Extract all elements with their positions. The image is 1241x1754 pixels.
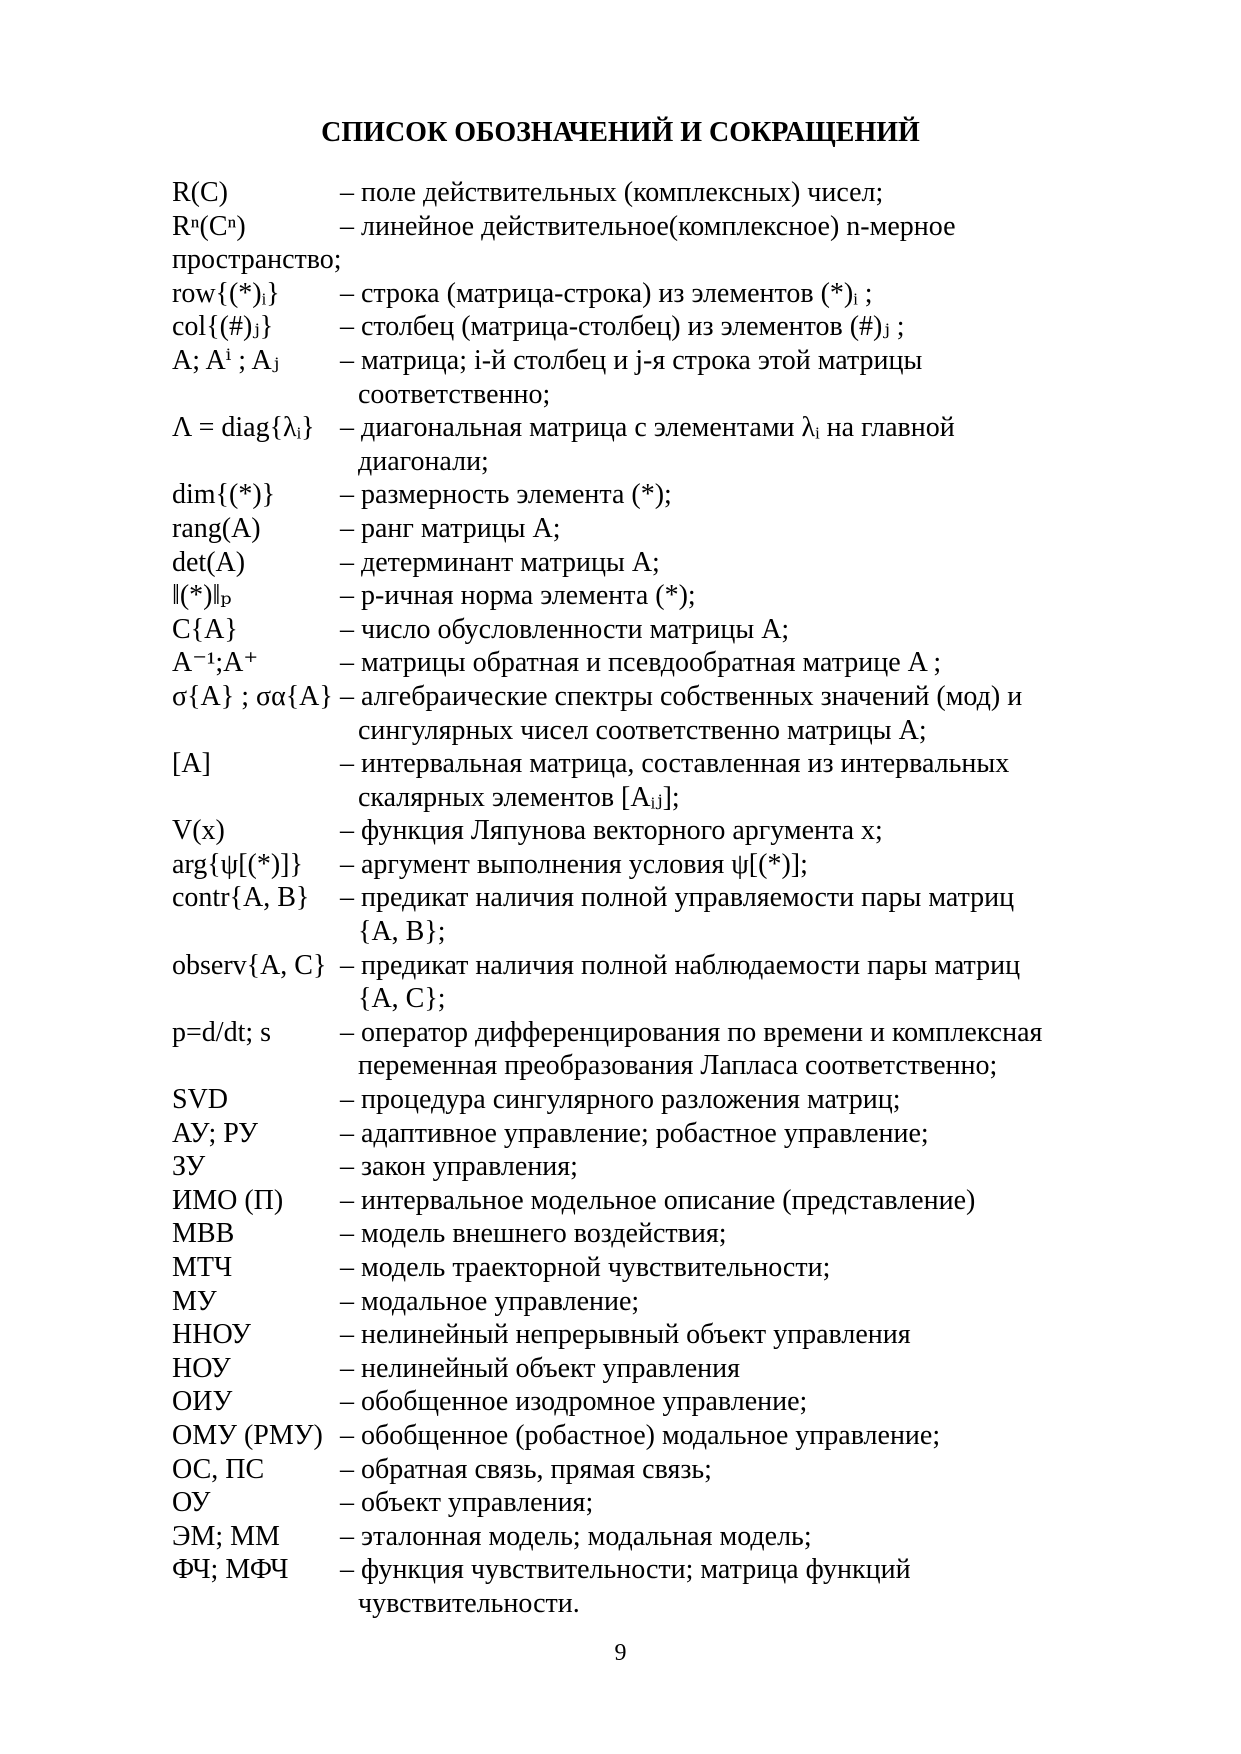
notation-entry [172,1117,1112,1151]
notation-definition-continued: {A, B}; [358,916,446,948]
notation-entry [172,1553,1112,1620]
notation-symbol: ОУ [172,1487,211,1519]
notation-entry [172,546,1112,580]
notation-definition: – модель траекторной чувствительности; [340,1252,831,1283]
notation-definition: – размерность элемента (*); [340,479,672,511]
notation-symbol: V(x) [172,815,225,847]
notation-definition-continued: диагонали; [358,445,489,477]
notation-definition: – адаптивное управление; робастное управление; [340,1117,929,1149]
notation-symbol: dim{(*)} [172,479,276,511]
notation-entry [172,1520,1112,1554]
notation-symbol: ФЧ; МФЧ [172,1554,289,1586]
notation-definition-continued: сингулярных чисел соответственно матрицы A; [358,714,927,746]
notation-entry [172,1016,1112,1083]
notation-definition: – ранг матрицы А; [340,512,561,544]
notation-definition: – модальное управление; [340,1285,640,1317]
notation-entry [172,613,1112,647]
notation-symbol: ЗУ [172,1151,206,1183]
notation-entry [172,1486,1112,1520]
notation-entry [172,881,1112,948]
notation-entry [172,747,1112,814]
notation-symbol: ОС, ПС [172,1453,265,1485]
notation-list [172,176,1112,1621]
notation-definition: – диагональная матрица с элементами λᵢ на главной [340,412,955,444]
notation-symbol: row{(*)ᵢ} [172,277,280,309]
notation-definition: – обобщенное изодромное управление; [340,1386,808,1418]
notation-entry [172,579,1112,613]
notation-definition: – линейное действительное(комплексное) n-мерное [340,210,956,242]
notation-entry [172,1083,1112,1117]
notation-entry [172,680,1112,747]
notation-symbol: МВВ [172,1218,235,1250]
notation-definition: – p-ичная норма элемента (*); [340,580,696,612]
notation-entry [172,1217,1112,1251]
notation-definition: – процедура сингулярного разложения матриц; [340,1084,901,1116]
notation-definition: – нелинейный объект управления [340,1352,740,1384]
notation-definition: – детерминант матрицы А; [340,546,660,578]
notation-entry [172,646,1112,680]
notation-symbol: Λ = diag{λᵢ} [172,412,315,444]
notation-entry [172,1184,1112,1218]
notation-symbol: R(C) [172,177,228,208]
notation-entry [172,1352,1112,1386]
notation-symbol: A⁻¹;A⁺ [172,647,259,679]
notation-symbol: contr{A, B} [172,882,310,914]
notation-definition: – объект управления; [340,1487,594,1519]
notation-definition: – интервальная матрица, составленная из интервальных [340,748,1010,780]
notation-definition-continued: переменная преобразования Лапласа соответственно; [358,1050,998,1082]
notation-symbol: SVD [172,1084,229,1116]
notation-definition: – обобщенное (робастное) модальное управление; [340,1419,941,1451]
notation-symbol: НОУ [172,1352,231,1384]
notation-definition: – поле действительных (комплексных) чисел; [340,177,884,208]
notation-definition: – столбец (матрица-столбец) из элементов (#)ⱼ ; [340,311,905,343]
notation-entry [172,512,1112,546]
notation-symbol: σ{A} ; σα{A} [172,680,333,712]
notation-symbol: observ{A, C} [172,949,327,981]
notation-definition-continued: соответственно; [358,378,551,410]
notation-entry [172,949,1112,1016]
notation-definition: – число обусловленности матрицы A; [340,613,790,645]
notation-entry [172,310,1112,344]
notation-symbol: det(A) [172,546,246,578]
page-title: СПИСОК ОБОЗНАЧЕНИЙ И СОКРАЩЕНИЙ [321,117,920,148]
notation-symbol: rang(A) [172,512,261,544]
notation-entry [172,1453,1112,1487]
notation-symbol: ОМУ (РМУ) [172,1419,323,1451]
notation-definition: – матрица; i-й столбец и j-я строка этой матрицы [340,344,923,376]
notation-definition: – оператор дифференцирования по времени и комплексная [340,1016,1043,1048]
notation-symbol: ННОУ [172,1319,251,1351]
notation-entry [172,1385,1112,1419]
notation-entry [172,1419,1112,1453]
notation-entry [172,1150,1112,1184]
notation-entry [172,1251,1112,1285]
notation-symbol: Rⁿ(Cⁿ) [172,210,246,242]
notation-entry [172,176,1112,210]
notation-definition: – аргумент выполнения условия ψ[(*)]; [340,848,808,880]
notation-symbol: ОИУ [172,1386,233,1418]
notation-definition: – алгебраические спектры собственных значений (мод) и [340,680,1023,712]
notation-definition: – функция Ляпунова векторного аргумента x; [340,815,883,847]
notation-symbol: АУ; РУ [172,1117,258,1149]
notation-entry [172,344,1112,411]
notation-definition-continued: пространство; [172,244,342,276]
notation-entry [172,478,1112,512]
notation-entry [172,1285,1112,1319]
notation-entry [172,277,1112,311]
notation-definition: – модель внешнего воздействия; [340,1218,727,1250]
notation-symbol: col{(#)ⱼ} [172,311,274,343]
notation-definition: – нелинейный непрерывный объект управления [340,1319,911,1351]
notation-entry [172,411,1112,478]
notation-definition: – предикат наличия полной наблюдаемости пары матриц [340,949,1021,981]
notation-symbol: arg{ψ[(*)]} [172,848,303,880]
notation-entry [172,1318,1112,1352]
notation-definition-continued: чувствительности. [358,1587,580,1619]
notation-entry [172,814,1112,848]
notation-definition-continued: скалярных элементов [Aᵢⱼ]; [358,781,680,813]
notation-definition: – строка (матрица-строка) из элементов (*)ᵢ ; [340,277,873,309]
notation-symbol: A; Aⁱ ; Aⱼ [172,344,280,376]
notation-symbol: ЭМ; ММ [172,1520,280,1552]
notation-definition: – функция чувствительности; матрица функций [340,1554,911,1586]
notation-entry [172,848,1112,882]
page-number: 9 [614,1640,627,1666]
notation-symbol: МУ [172,1285,217,1317]
notation-symbol: p=d/dt; s [172,1016,272,1048]
notation-definition: – обратная связь, прямая связь; [340,1453,712,1485]
notation-definition-continued: {A, C}; [358,983,446,1015]
notation-definition: – эталонная модель; модальная модель; [340,1520,812,1552]
notation-definition: – интервальное модельное описание (представление) [340,1184,976,1216]
notation-symbol: МТЧ [172,1252,233,1283]
notation-symbol: [A] [172,748,211,780]
notation-definition: – закон управления; [340,1151,578,1183]
notation-definition: – матрицы обратная и псевдообратная матрице A ; [340,647,942,679]
notation-symbol: C{A} [172,613,238,645]
notation-symbol: ‖(*)‖ₚ [172,580,232,612]
notation-definition: – предикат наличия полной управляемости пары матриц [340,882,1015,914]
notation-symbol: ИМО (П) [172,1184,284,1216]
notation-entry [172,210,1112,277]
